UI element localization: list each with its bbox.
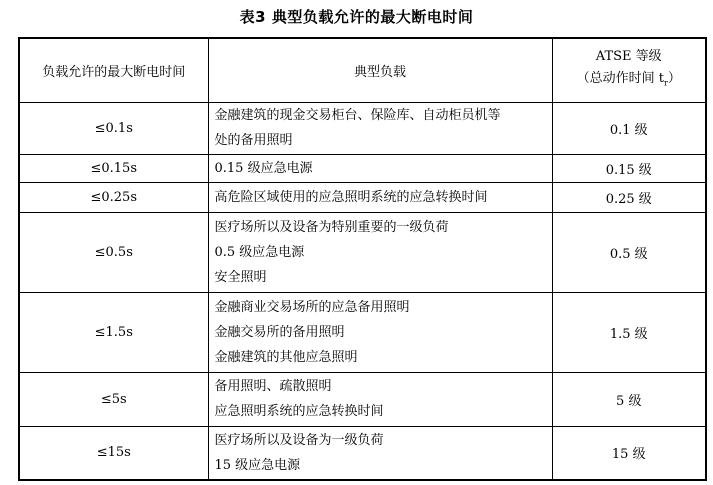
header-atse-grade-text: （总动作时间 t [576,70,664,86]
load-item: 备用照明、疏散照明 [214,379,332,394]
typical-load-cell [208,212,552,292]
max-time-cell: ≤1.5s [19,292,208,372]
table-row [19,154,706,182]
load-item: 安全照明 [214,269,267,285]
load-item: 医疗场所以及设备为一级负荷 [214,432,384,448]
load-item: 金融建筑的其他应急照明 [214,349,358,365]
table-row [19,182,706,212]
typical-load-cell [208,426,552,480]
max-time-cell: ≤0.1s [19,102,208,154]
table-row [19,426,706,480]
header-atse-grade-line1: ATSE 等级 [595,48,662,64]
load-item: 金融商业交易场所的应急备用照明 [214,299,410,315]
max-time-cell: ≤0.25s [19,182,208,212]
table-row [19,372,706,426]
header-row [19,38,706,102]
load-item: 金融建筑的现金交易柜台、保险库、自动柜员机等 [214,108,501,123]
load-item: 0.15 级应急电源 [214,160,313,176]
typical-load-cell [208,154,552,182]
load-item: 高危险区域使用的应急照明系统的应急转换时间 [214,189,488,205]
typical-load-cell [208,372,552,426]
table-row [19,292,706,372]
load-item: 医疗场所以及设备为特别重要的一级负荷 [214,219,449,235]
atse-grade-cell: 0.15 级 [552,154,706,182]
header-typical-load: 典型负载 [208,38,552,102]
load-item: 金融交易所的备用照明 [214,324,345,340]
atse-grade-cell: 5 级 [552,372,706,426]
max-time-cell: ≤5s [19,372,208,426]
max-time-cell: ≤0.15s [19,154,208,182]
table-row [19,212,706,292]
max-time-cell: ≤15s [19,426,208,480]
atse-grade-cell: 1.5 级 [552,292,706,372]
header-atse-grade-line2 [559,68,700,95]
table-title: 表3 典型负载允许的最大断电时间 [239,8,474,26]
max-time-cell: ≤0.5s [19,212,208,292]
header-atse-grade [552,38,706,102]
header-atse-grade-subscript: r [664,78,668,88]
power-interruption-table [18,37,707,481]
atse-grade-cell: 15 级 [552,426,706,480]
header-atse-grade-close: ） [667,70,681,86]
typical-load-cell [208,182,552,212]
atse-grade-cell: 0.1 级 [552,102,706,154]
header-max-time: 负载允许的最大断电时间 [19,38,208,102]
atse-grade-cell: 0.25 级 [552,182,706,212]
load-item: 0.5 级应急电源 [214,244,305,260]
table-row [19,102,706,154]
load-item: 15 级应急电源 [214,457,301,473]
table-body [19,102,706,480]
typical-load-cell [208,292,552,372]
load-item: 应急照明系统的应急转换时间 [214,404,384,419]
atse-grade-cell: 0.5 级 [552,212,706,292]
load-item: 处的备用照明 [214,133,293,148]
typical-load-cell [208,102,552,154]
